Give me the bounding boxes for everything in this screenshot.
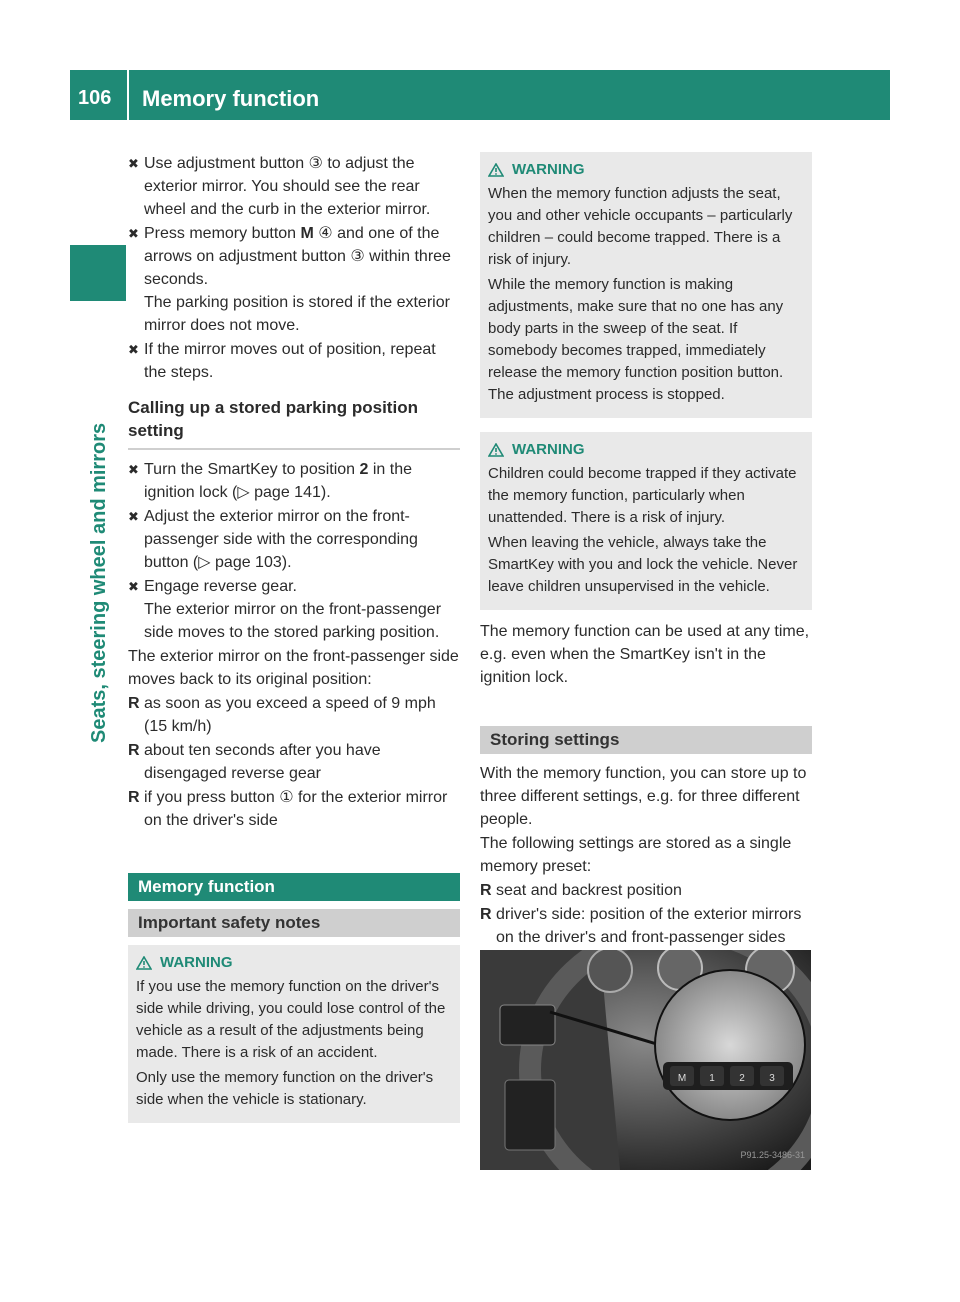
bullet-icon: R [128,695,140,712]
image-code: P91.25-3486-31 [740,1150,805,1160]
header-divider [127,70,129,120]
left-column [128,152,460,1123]
page-ref-icon: ▷ [198,554,216,571]
warning-text: If you use the memory function on the driver's side while driving, you could lose control of the vehicle as a result of the adjustments being made. There is a risk of an accident. [136,978,446,1061]
body-paragraph: The memory function can be used at any time, e.g. even when the SmartKey isn't in the ignition lock. [480,623,810,686]
step-item: ✖ Use adjustment button ③ to adjust the exterior mirror. You should see the rear wheel and the curb in the exterior mirror. [128,152,460,221]
side-tab-label: Seats, steering wheel and mirrors [88,422,110,743]
page-number: 106 [78,87,112,109]
step-item: ✖ Engage reverse gear. The exterior mirror on the front-passenger side moves to the stored parking position. [128,575,460,644]
list-item: R as soon as you exceed a speed of 9 mph (15 km/h) [128,692,460,738]
section-title: Memory function [128,873,460,901]
step-arrow-icon: ✖ [128,462,139,477]
warning-triangle-icon [488,443,504,457]
warning-box [480,432,812,610]
warning-triangle-icon [488,163,504,177]
warning-label: WARNING [512,161,585,178]
step-result: The parking position is stored if the exterior mirror does not move. [144,294,450,334]
page-reference-link[interactable]: page 141 [254,484,321,501]
step-arrow-icon: ✖ [128,509,139,524]
step-result: The exterior mirror on the front-passenger side moves to the stored parking position. [144,601,442,641]
list-item: R if you press button ① for the exterior mirror on the driver's side [128,786,460,832]
page-title: Memory function [142,86,320,111]
step-arrow-icon: ✖ [128,342,139,357]
warning-text: While the memory function is making adjustments, make sure that no one has any body parts in the sweep of the seat. If somebody becomes trapped, immediately release the memory function position button. The adjustment process is stopped. [488,276,784,403]
step-item: ✖ Adjust the exterior mirror on the front-passenger side with the corresponding button (▷ page 103). [128,505,460,574]
warning-text: When the memory function adjusts the seat, you and other vehicle occupants – particularly children – could become trapped. There is a risk of injury. [488,185,793,268]
memory-button-m: M [677,1073,687,1084]
warning-triangle-icon [136,956,152,970]
bullet-icon: R [480,906,492,923]
step-arrow-icon: ✖ [128,579,139,594]
section-title: Storing settings [480,726,812,754]
body-paragraph: The following settings are stored as a single memory preset: [480,835,792,875]
bullet-icon: R [128,742,140,759]
warning-text: Children could become trapped if they activate the memory function, particularly when unattended. There is a risk of injury. [488,465,797,526]
subsection-title: Important safety notes [128,909,460,937]
memory-buttons-illustration [480,950,811,1170]
side-tab-marker [70,245,126,301]
list-item: R seat and backrest position [480,879,812,902]
memory-button-2: 2 [739,1073,745,1084]
page-ref-icon: ▷ [237,484,255,501]
step-arrow-icon: ✖ [128,226,139,241]
subheading: Calling up a stored parking position setting [128,396,460,450]
body-paragraph: The exterior mirror on the front-passenger side moves back to its original position: [128,648,459,688]
bullet-icon: R [480,882,492,899]
warning-box [480,152,812,418]
warning-label: WARNING [160,954,233,971]
right-column [480,152,812,950]
step-arrow-icon: ✖ [128,156,139,171]
memory-button-1: 1 [709,1073,715,1084]
door-panel-photo [480,950,811,1170]
list-item: R about ten seconds after you have disengaged reverse gear [128,739,460,785]
warning-label: WARNING [512,441,585,458]
list-item: R driver's side: position of the exterior mirrors on the driver's and front-passenger sides [480,903,812,949]
step-item: ✖ Press memory button M ④ and one of the arrows on adjustment button ③ within three seconds. The parking position is stored if the exterior mirror does not move. [128,222,460,337]
step-item: ✖ If the mirror moves out of position, repeat the steps. [128,338,460,384]
bullet-icon: R [128,789,140,806]
page-reference-link[interactable]: page 103 [215,554,282,571]
warning-text: When leaving the vehicle, always take the SmartKey with you and lock the vehicle. Never leave children unsupervised in the vehicle. [488,534,798,595]
warning-text: Only use the memory function on the driver's side when the vehicle is stationary. [136,1069,434,1108]
body-paragraph: With the memory function, you can store up to three different settings, e.g. for three different people. [480,765,807,828]
warning-box [128,945,460,1123]
memory-button-3: 3 [769,1073,775,1084]
step-item: ✖ Turn the SmartKey to position 2 in the ignition lock (▷ page 141). [128,458,460,504]
